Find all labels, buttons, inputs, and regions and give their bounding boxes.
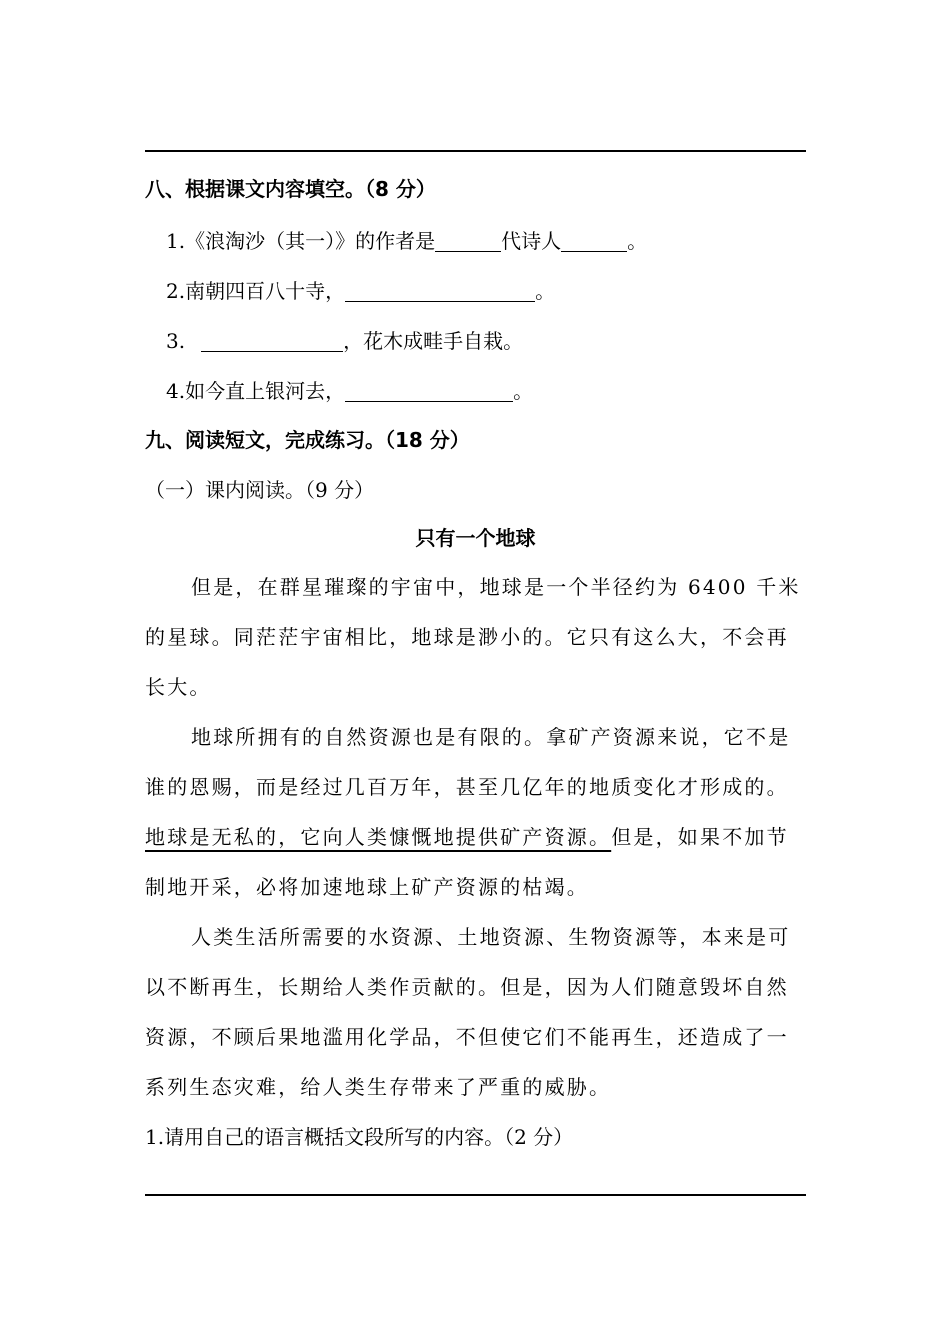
question-text: 南朝四百八十寺， (185, 279, 346, 303)
section-8-heading: 八、根据课文内容填空。（8 分） (145, 177, 436, 201)
answer-blank[interactable] (201, 331, 343, 352)
passage (145, 562, 806, 1112)
paragraph-text: 但是，如果不加节制地开采，必将加速地球上矿产资源的枯竭。 (145, 825, 789, 899)
question-text: 。 (513, 379, 534, 403)
question-text: 。 (627, 229, 648, 253)
top-rule (145, 150, 806, 152)
question-text: 代诗人 (501, 229, 562, 253)
answer-blank[interactable] (345, 381, 513, 402)
question-8-3 (166, 327, 523, 355)
answer-blank[interactable] (561, 231, 627, 252)
passage-paragraph-2 (145, 712, 806, 912)
underlined-sentence: 地球是无私的，它向人类慷慨地提供矿产资源。 (145, 825, 612, 849)
answer-blank[interactable] (345, 281, 535, 302)
question-number: 4. (166, 379, 186, 403)
question-text: ，花木成畦手自栽。 (343, 329, 524, 353)
question-number: 2. (166, 279, 186, 303)
section-9-heading: 九、阅读短文，完成练习。（18 分） (145, 428, 470, 452)
question-8-1 (166, 227, 647, 255)
passage-paragraph-3: 人类生活所需要的水资源、土地资源、生物资源等，本来是可以不断再生，长期给人类作贡献的。但是，因为人们随意毁坏自然资源，不顾后果地滥用化学品，不但使它们不能再生，还造成了一系列生态灾难，给人类生存带来了严重的威胁。 (145, 925, 791, 1099)
question-number: 1. (166, 229, 186, 253)
passage-paragraph-1: 但是，在群星璀璨的宇宙中，地球是一个半径约为 6400 千米的星球。同茫茫宇宙相比，地球是渺小的。它只有这么大，不会再长大。 (145, 575, 801, 699)
bottom-rule (145, 1194, 806, 1196)
question-number: 3. (166, 329, 186, 353)
question-text: 。 (535, 279, 556, 303)
question-8-2 (166, 277, 555, 305)
paragraph-text: 地球所拥有的自然资源也是有限的。拿矿产资源来说，它不是谁的恩赐，而是经过几百万年，甚至几亿年的地质变化才形成的。 (145, 725, 791, 799)
question-text: 《浪淘沙（其一）》的作者是 (185, 229, 436, 253)
question-text: 如今直上银河去， (185, 379, 346, 403)
answer-blank[interactable] (435, 231, 501, 252)
question-8-4 (166, 377, 533, 405)
question-9-1: 1.请用自己的语言概括文段所写的内容。（2 分） (145, 1125, 574, 1149)
section-9-sub-heading: （一）课内阅读。（9 分） (145, 478, 375, 502)
passage-title: 只有一个地球 (415, 526, 536, 550)
